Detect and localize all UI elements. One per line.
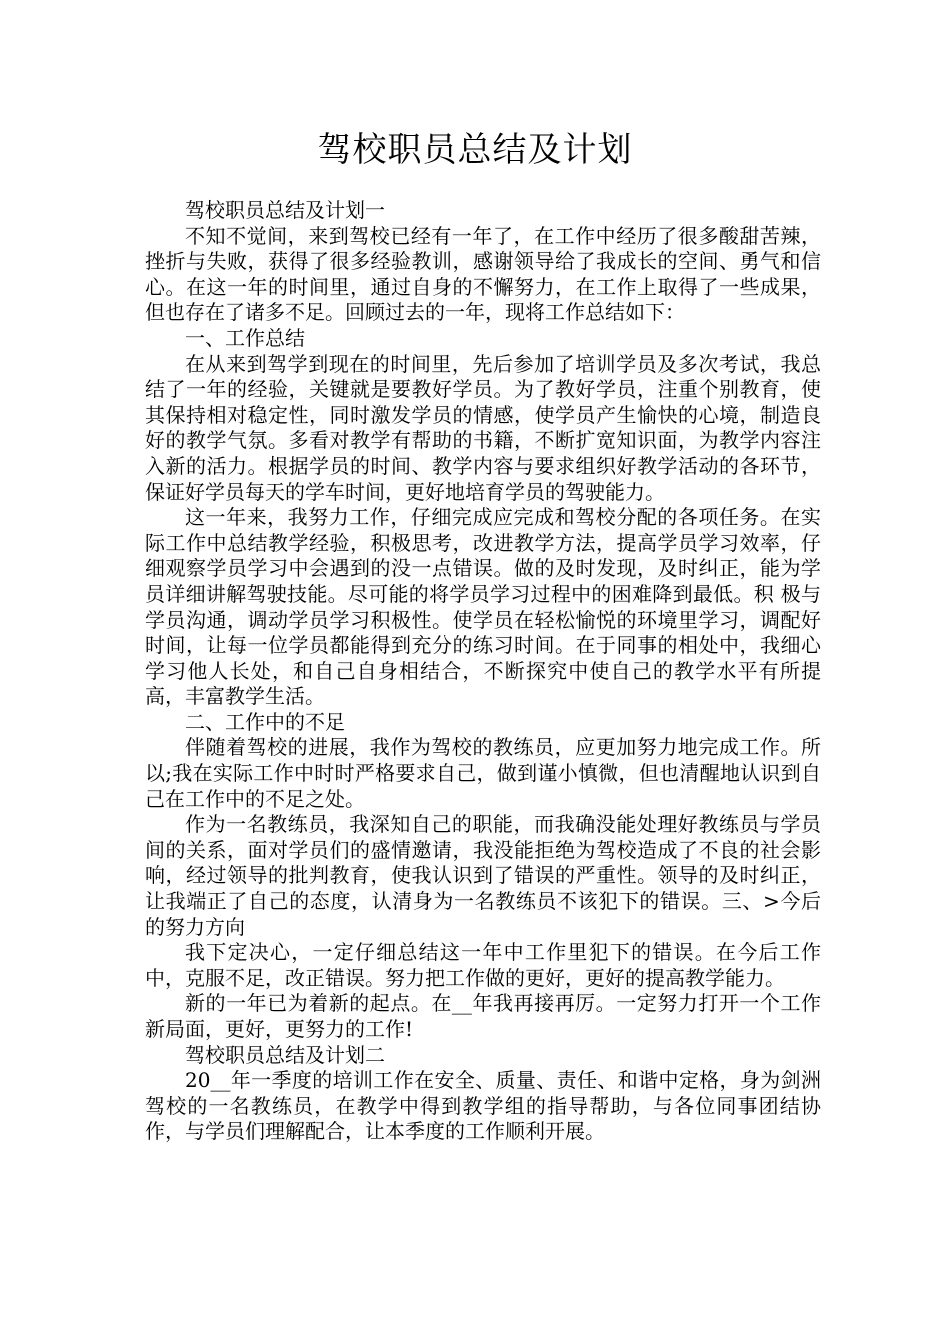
paragraph: 这一年来，我努力工作，仔细完成应完成和驾校分配的各项任务。在实际工作中总结教学经验，积极思考，改进教学方法，提高学员学习效率，仔细观察学员学习中会遇到的没一点错误。做的及时发现，及时纠正，能为学员详细讲解驾驶技能。尽可能的将学员学习过程中的困难降到最低。积 极与学员沟通，调动学员学习积极性。使学员在轻松愉悦的环境里学习，调配好时间，让每一位学员都能得到充分的练习时间。在于同事的相处中，我细心学习他人长处，和自己自身相结合，不断探究中使自己的教学水平有所提高，丰富教学生活。 xyxy=(145,505,821,709)
paragraph: 在从来到驾学到现在的时间里，先后参加了培训学员及多次考试，我总结了一年的经验，关键就是要教好学员。为了教好学员，注重个别教育，使其保持相对稳定性，同时激发学员的情感，使学员产生愉快的心境，制造良好的教学气氛。多看对教学有帮助的书籍，不断扩宽知识面，为教学内容注入新的活力。根据学员的时间、教学内容与要求组织好教学活动的各环节，保证好学员每天的学车时间，更好地培育学员的驾驶能力。 xyxy=(145,351,821,504)
section-heading: 驾校职员总结及计划二 xyxy=(185,1042,385,1067)
paragraph: 伴随着驾校的进展，我作为驾校的教练员，应更加努力地完成工作。所以;我在实际工作中时时严格要求自己，做到谨小慎微，但也清醒地认识到自己在工作中的不足之处。 xyxy=(145,735,821,811)
section-heading: 驾校职员总结及计划一 xyxy=(185,198,385,222)
section-heading: 二、工作中的不足 xyxy=(185,709,345,734)
paragraph: 新的一年已为着新的起点。在__年我再接再厉。一定努力打开一个工作新局面，更好，更努力的工作! xyxy=(145,991,821,1041)
paragraph: 作为一名教练员，我深知自己的职能，而我确没能处理好教练员与学员间的关系，面对学员们的盛情邀请，我没能拒绝为驾校造成了不良的社会影响，经过领导的批判教育，使我认识到了错误的严重性。领导的及时纠正，让我端正了自己的态度，认清身为一名教练员不该犯下的错误。三、>今后的努力方向 xyxy=(145,812,821,939)
paragraph: 我下定决心，一定仔细总结这一年中工作里犯下的错误。在今后工作中，克服不足，改正错误。努力把工作做的更好，更好的提高教学能力。 xyxy=(145,940,821,990)
paragraph: 不知不觉间，来到驾校已经有一年了，在工作中经历了很多酸甜苦辣，挫折与失败，获得了很多经验教训，感谢领导给了我成长的空间、勇气和信心。在这一年的时间里，通过自身的不懈努力，在工作上取得了一些成果，但也存在了诸多不足。回顾过去的一年，现将工作总结如下： xyxy=(145,223,821,325)
document-body xyxy=(145,198,821,1145)
document-title: 驾校职员总结及计划 xyxy=(317,130,633,170)
section-heading: 一、工作总结 xyxy=(185,325,305,350)
paragraph: 20__年一季度的培训工作在安全、质量、责任、和谐中定格，身为剑洲驾校的一名教练员，在教学中得到教学组的指导帮助，与各位同事团结协作，与学员们理解配合，让本季度的工作顺利开展。 xyxy=(145,1068,821,1144)
